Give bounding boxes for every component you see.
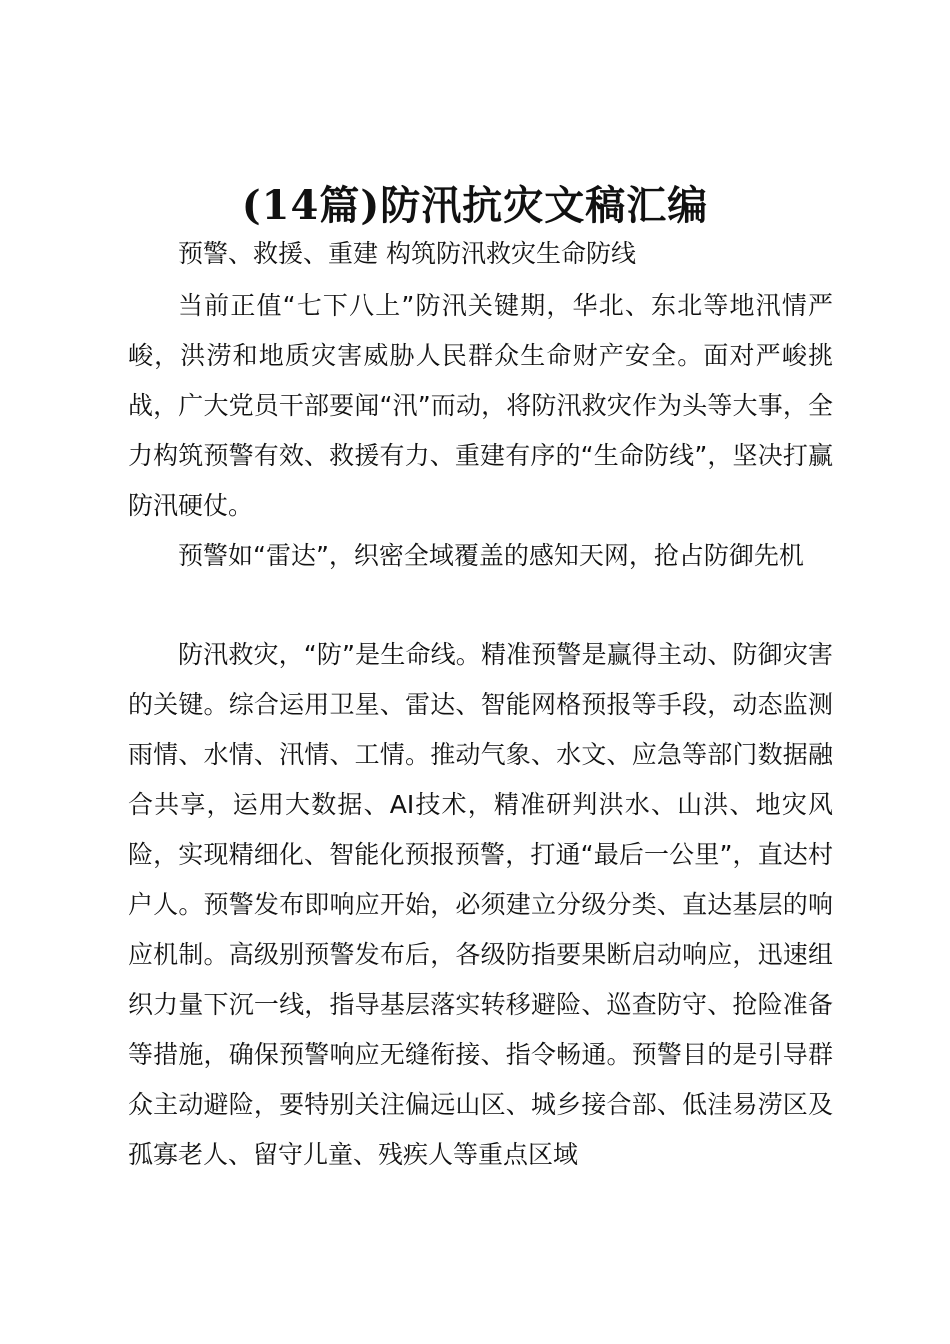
document-title: (14篇)防汛抗灾文稿汇编 [241, 182, 709, 229]
section-heading-paragraph: 预警如“雷达”，织密全域覆盖的感知天网，抢占防御先机 [178, 541, 804, 570]
document-subtitle: 预警、救援、重建 构筑防汛救灾生命防线 [178, 239, 636, 268]
body-paragraph: 防汛救灾，“防”是生命线。精准预警是赢得主动、防御灾害的关键。综合运用卫星、雷达、智能网格预报等手段，动态监测雨情、水情、汛情、工情。推动气象、水文、应急等部门数据融合共享，运用大数据、AI技术，精准研判洪水、山洪、地灾风险，实现精细化、智能化预报预警，打通“最后一公里”，直达村户人。预警发布即响应开始，必须建立分级分类、直达基层的响应机制。高级别预警发布后，各级防指要果断启动响应，迅速组织力量下沉一线，指导基层落实转移避险、巡查防守、抢险准备等措施，确保预警响应无缝衔接、指令畅通。预警目的是引导群众主动避险，要特别关注偏远山区、城乡接合部、低洼易涝区及孤寡老人、留守儿童、残疾人等重点区域 [128, 640, 833, 1169]
body-paragraph: 当前正值“七下八上”防汛关键期，华北、东北等地汛情严峻，洪涝和地质灾害威胁人民群众生命财产安全。面对严峻挑战，广大党员干部要闻“汛”而动，将防汛救灾作为头等大事，全力构筑预警有效、救援有力、重建有序的“生命防线”，坚决打赢防汛硬仗。 [128, 291, 833, 520]
